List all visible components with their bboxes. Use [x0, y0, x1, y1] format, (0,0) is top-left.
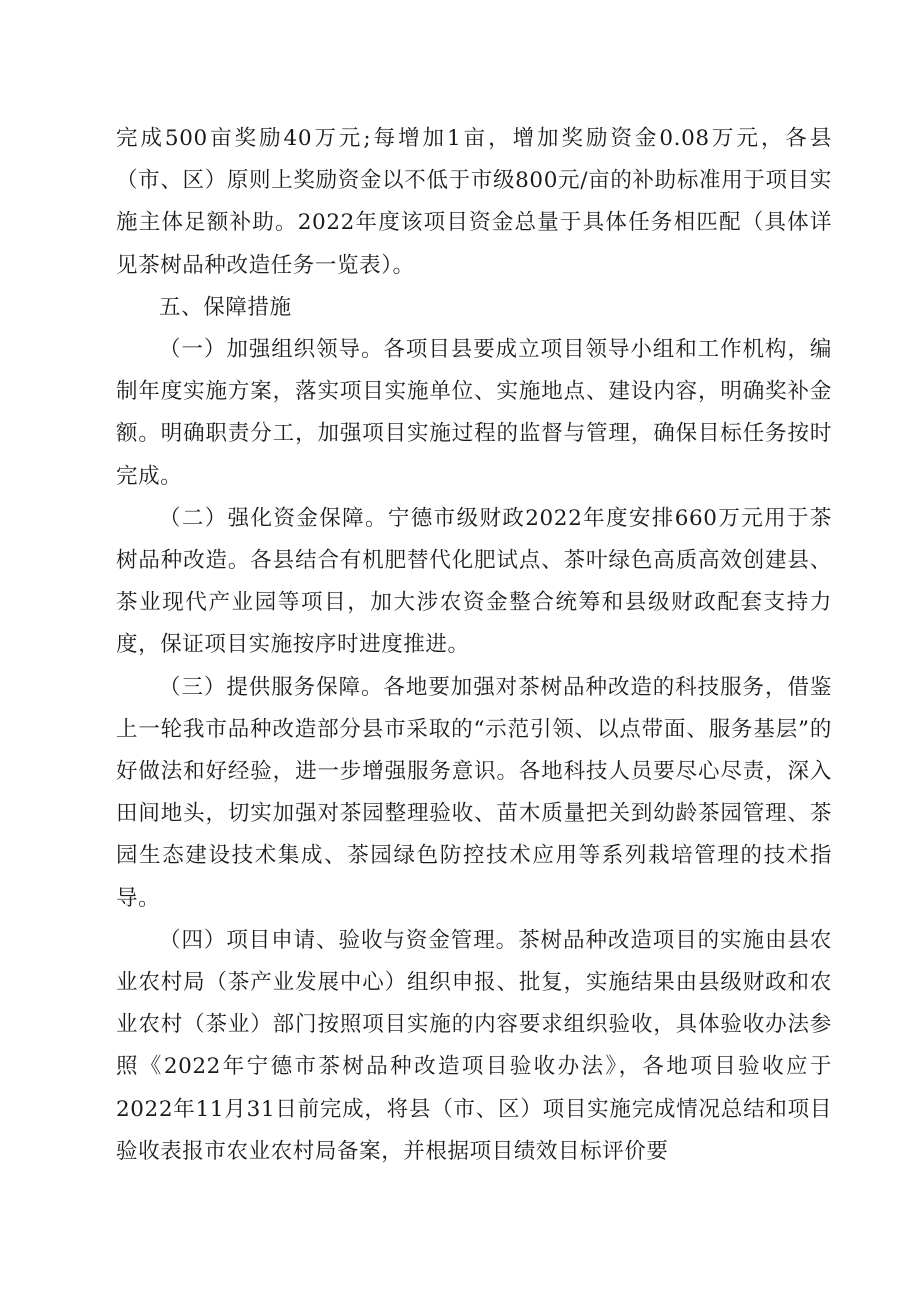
paragraph-organization-leadership: （一）加强组织领导。各项目县要成立项目领导小组和工作机构，编制年度实施方案，落实项目实施单位、实施地点、建设内容，明确奖补金额。明确职责分工，加强项目实施过程的监督与管理，确保目标任务按时完成。: [116, 337, 832, 489]
paragraph-funding-guarantee: （二）强化资金保障。宁德市级财政2022年度安排660万元用于茶树品种改造。各县结合有机肥替代化肥试点、茶叶绿色高质高效创建县、茶业现代产业园等项目，加大涉农资金整合统筹和县级财政配套支持力度，保证项目实施按序时进度推进。: [116, 505, 832, 658]
section-heading-safeguards: 五、保障措施: [159, 294, 292, 320]
document-body: [116, 118, 832, 1173]
paragraph-funding-continuation: 完成500亩奖励40万元;每增加1亩，增加奖励资金0.08万元，各县（市、区）原则上奖励资金以不低于市级800元/亩的补助标准用于项目实施主体足额补助。2022年度该项目资金总量于具体任务相匹配（具体详见茶树品种改造任务一览表）。: [116, 126, 832, 278]
paragraph-project-application: （四）项目申请、验收与资金管理。茶树品种改造项目的实施由县农业农村局（茶产业发展中心）组织申报、批复，实施结果由县级财政和农业农村（茶业）部门按照项目实施的内容要求组织验收，具体验收办法参照《2022年宁德市茶树品种改造项目验收办法》，各地项目验收应于2022年11月31日前完成，将县（市、区）项目实施完成情况总结和项目验收表报市农业农村局备案，并根据项目绩效目标评价要: [116, 927, 832, 1164]
paragraph-service-guarantee: （三）提供服务保障。各地要加强对茶树品种改造的科技服务，借鉴上一轮我市品种改造部分县市采取的“示范引领、以点带面、服务基层”的好做法和好经验，进一步增强服务意识。各地科技人员要尽心尽责，深入田间地头，切实加强对茶园整理验收、苗木质量把关到幼龄茶园管理、茶园生态建设技术集成、茶园绿色防控技术应用等系列栽培管理的技术指导。: [116, 674, 832, 911]
